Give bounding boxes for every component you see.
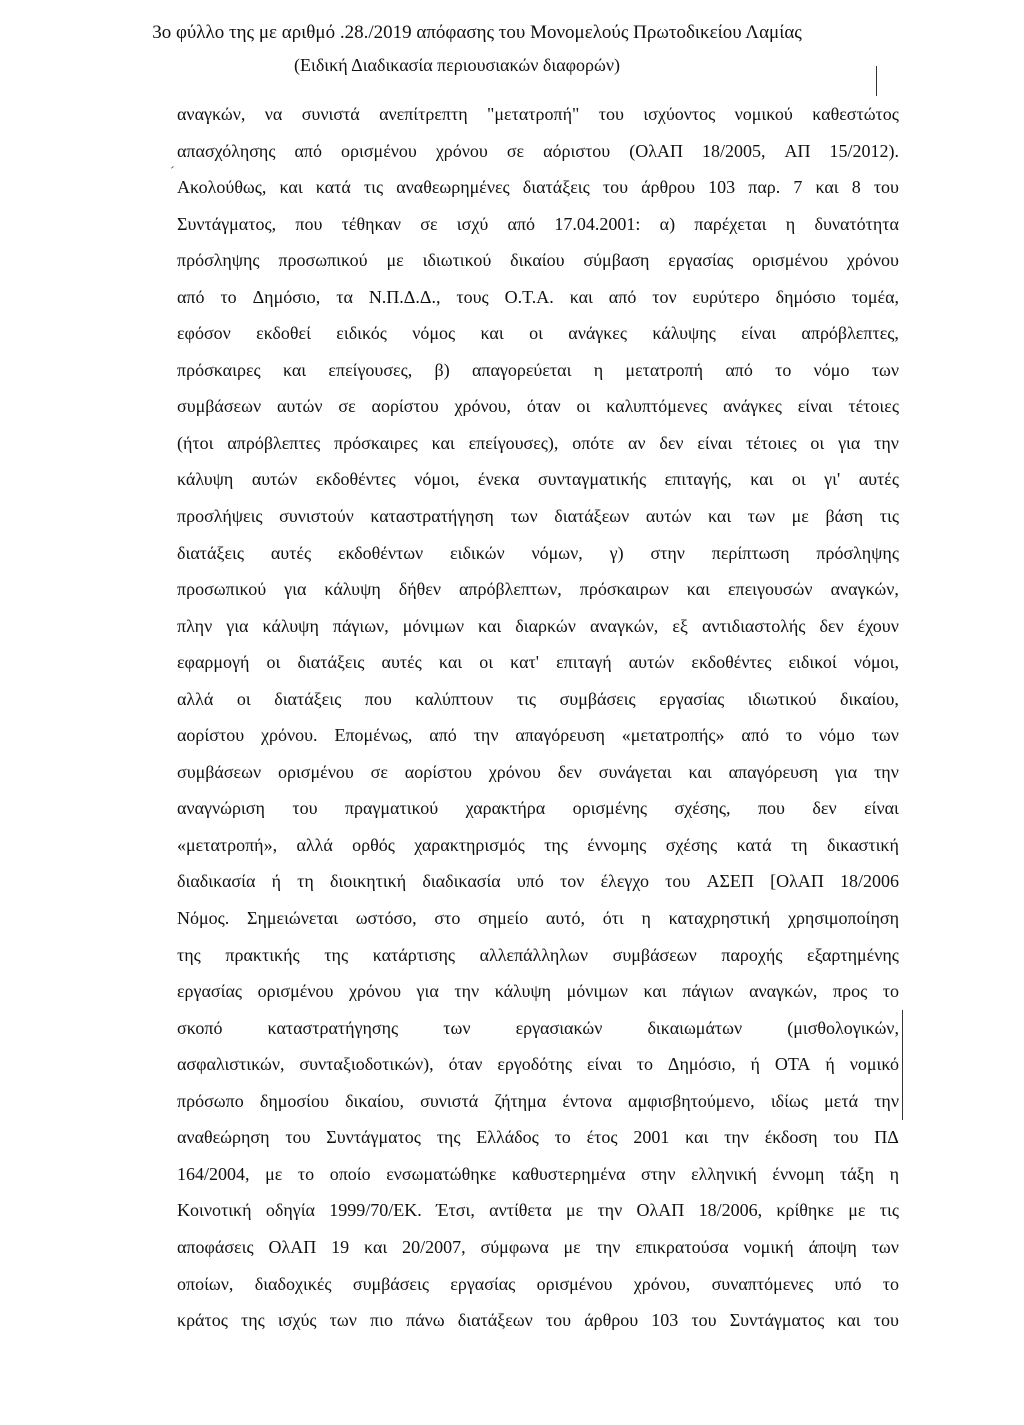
- body-line: αναγνώριση του πραγματικού χαρακτήρα ορισμένης σχέσης, που δεν είναι: [177, 798, 899, 819]
- page-header: [0, 20, 1024, 78]
- body-line: πρόσωπο δημοσίου δικαίου, συνιστά ζήτημα έντονα αμφισβητούμενο, ιδίως μετά την: [177, 1090, 899, 1111]
- body-line: ασφαλιστικών, συνταξιοδοτικών), όταν εργοδότης είναι το Δημόσιο, ή ΟΤΑ ή νομικό: [177, 1054, 899, 1075]
- body-line: Κοινοτική οδηγία 1999/70/ΕΚ. Έτσι, αντίθετα με την ΟλΑΠ 18/2006, κρίθηκε με τις: [177, 1200, 899, 1221]
- body-line: πρόσληψης προσωπικού με ιδιωτικού δικαίου σύμβαση εργασίας ορισμένου χρόνου: [177, 250, 899, 271]
- body-line: απασχόλησης από ορισμένου χρόνου σε αόριστου (ΟλΑΠ 18/2005, ΑΠ 15/2012).: [177, 140, 899, 161]
- body-line: 164/2004, με το οποίο ενσωματώθηκε καθυστερημένα στην ελληνική έννομη τάξη η: [177, 1163, 899, 1184]
- document-body: [177, 96, 899, 1339]
- body-line: διαδικασία ή τη διοικητική διαδικασία υπό τον έλεγχο του ΑΣΕΠ [ΟλΑΠ 18/2006: [177, 871, 899, 892]
- body-line: Ακολούθως, και κατά τις αναθεωρημένες διατάξεις του άρθρου 103 παρ. 7 και 8 του: [177, 177, 899, 198]
- body-line: εργασίας ορισμένου χρόνου για την κάλυψη μόνιμων και πάγιων αναγκών, προς το: [177, 981, 899, 1002]
- body-line: αναθεώρηση του Συντάγματος της Ελλάδος το έτος 2001 και την έκδοση του ΠΔ: [177, 1127, 899, 1148]
- body-line: Νόμος. Σημειώνεται ωστόσο, στο σημείο αυτό, ότι η καταχρηστική χρησιμοποίηση: [177, 908, 899, 929]
- body-line: πλην για κάλυψη πάγιων, μόνιμων και διαρκών αναγκών, εξ αντιδιαστολής δεν έχουν: [177, 615, 899, 636]
- header-subtitle: (Ειδική Διαδικασία περιουσιακών διαφορών): [293, 55, 620, 75]
- margin-rule-right: [902, 1010, 903, 1120]
- body-line: «μετατροπή», αλλά ορθός χαρακτηρισμός της έννομης σχέσης κατά τη δικαστική: [177, 834, 899, 855]
- body-line: εφαρμογή οι διατάξεις αυτές και οι κατ' επιταγή αυτών εκδοθέντες ειδικοί νόμοι,: [177, 652, 899, 673]
- body-line: οποίων, διαδοχικές συμβάσεις εργασίας ορισμένου χρόνου, συναπτόμενες υπό το: [177, 1273, 899, 1294]
- body-line: (ήτοι απρόβλεπτες πρόσκαιρες και επείγουσες), οπότε αν δεν είναι τέτοιες οι για την: [177, 432, 899, 453]
- body-line: εφόσον εκδοθεί ειδικός νόμος και οι ανάγκες κάλυψης είναι απρόβλεπτες,: [177, 323, 899, 344]
- body-line: Συντάγματος, που τέθηκαν σε ισχύ από 17.04.2001: α) παρέχεται η δυνατότητα: [177, 213, 899, 234]
- body-line: κάλυψη αυτών εκδοθέντες νόμοι, ένεκα συνταγματικής επιταγής, και οι γι' αυτές: [177, 469, 899, 490]
- body-line: πρόσκαιρες και επείγουσες, β) απαγορεύεται η μετατροπή από το νόμο των: [177, 359, 899, 380]
- body-line: αποφάσεις ΟλΑΠ 19 και 20/2007, σύμφωνα με την επικρατούσα νομική άποψη των: [177, 1236, 899, 1257]
- body-line: κράτος της ισχύς των πιο πάνω διατάξεων του άρθρου 103 του Συντάγματος και του: [177, 1310, 899, 1331]
- body-line: της πρακτικής της κατάρτισης αλλεπάλληλων συμβάσεων παροχής εξαρτημένης: [177, 944, 899, 965]
- body-line: συμβάσεων ορισμένου σε αορίστου χρόνου δεν συνάγεται και απαγόρευση για την: [177, 761, 899, 782]
- margin-rule-top: [876, 66, 877, 96]
- body-line: διατάξεις αυτές εκδοθέντων ειδικών νόμων, γ) στην περίπτωση πρόσληψης: [177, 542, 899, 563]
- body-line: προσωπικού για κάλυψη δήθεν απρόβλεπτων, πρόσκαιρων και επειγουσών αναγκών,: [177, 579, 899, 600]
- header-title: 3ο φύλλο της με αριθμό .28./2019 απόφασης του Μονομελούς Πρωτοδικείου Λαμίας: [152, 22, 802, 43]
- margin-tick-mark: ´: [170, 165, 175, 180]
- body-line: από το Δημόσιο, τα Ν.Π.Δ.Δ., τους Ο.Τ.Α. και από τον ευρύτερο δημόσιο τομέα,: [177, 286, 899, 307]
- body-line: συμβάσεων αυτών σε αορίστου χρόνου, όταν οι καλυπτόμενες ανάγκες είναι τέτοιες: [177, 396, 899, 417]
- body-line: αλλά οι διατάξεις που καλύπτουν τις συμβάσεις εργασίας ιδιωτικού δικαίου,: [177, 688, 899, 709]
- body-line: σκοπό καταστρατήγησης των εργασιακών δικαιωμάτων (μισθολογικών,: [177, 1017, 899, 1038]
- body-line: αορίστου χρόνου. Επομένως, από την απαγόρευση «μετατροπής» από το νόμο των: [177, 725, 899, 746]
- body-line: αναγκών, να συνιστά ανεπίτρεπτη "μετατροπή" του ισχύοντος νομικού καθεστώτος: [177, 104, 899, 124]
- body-line: προσλήψεις συνιστούν καταστρατήγηση των διατάξεων αυτών και των με βάση τις: [177, 506, 899, 527]
